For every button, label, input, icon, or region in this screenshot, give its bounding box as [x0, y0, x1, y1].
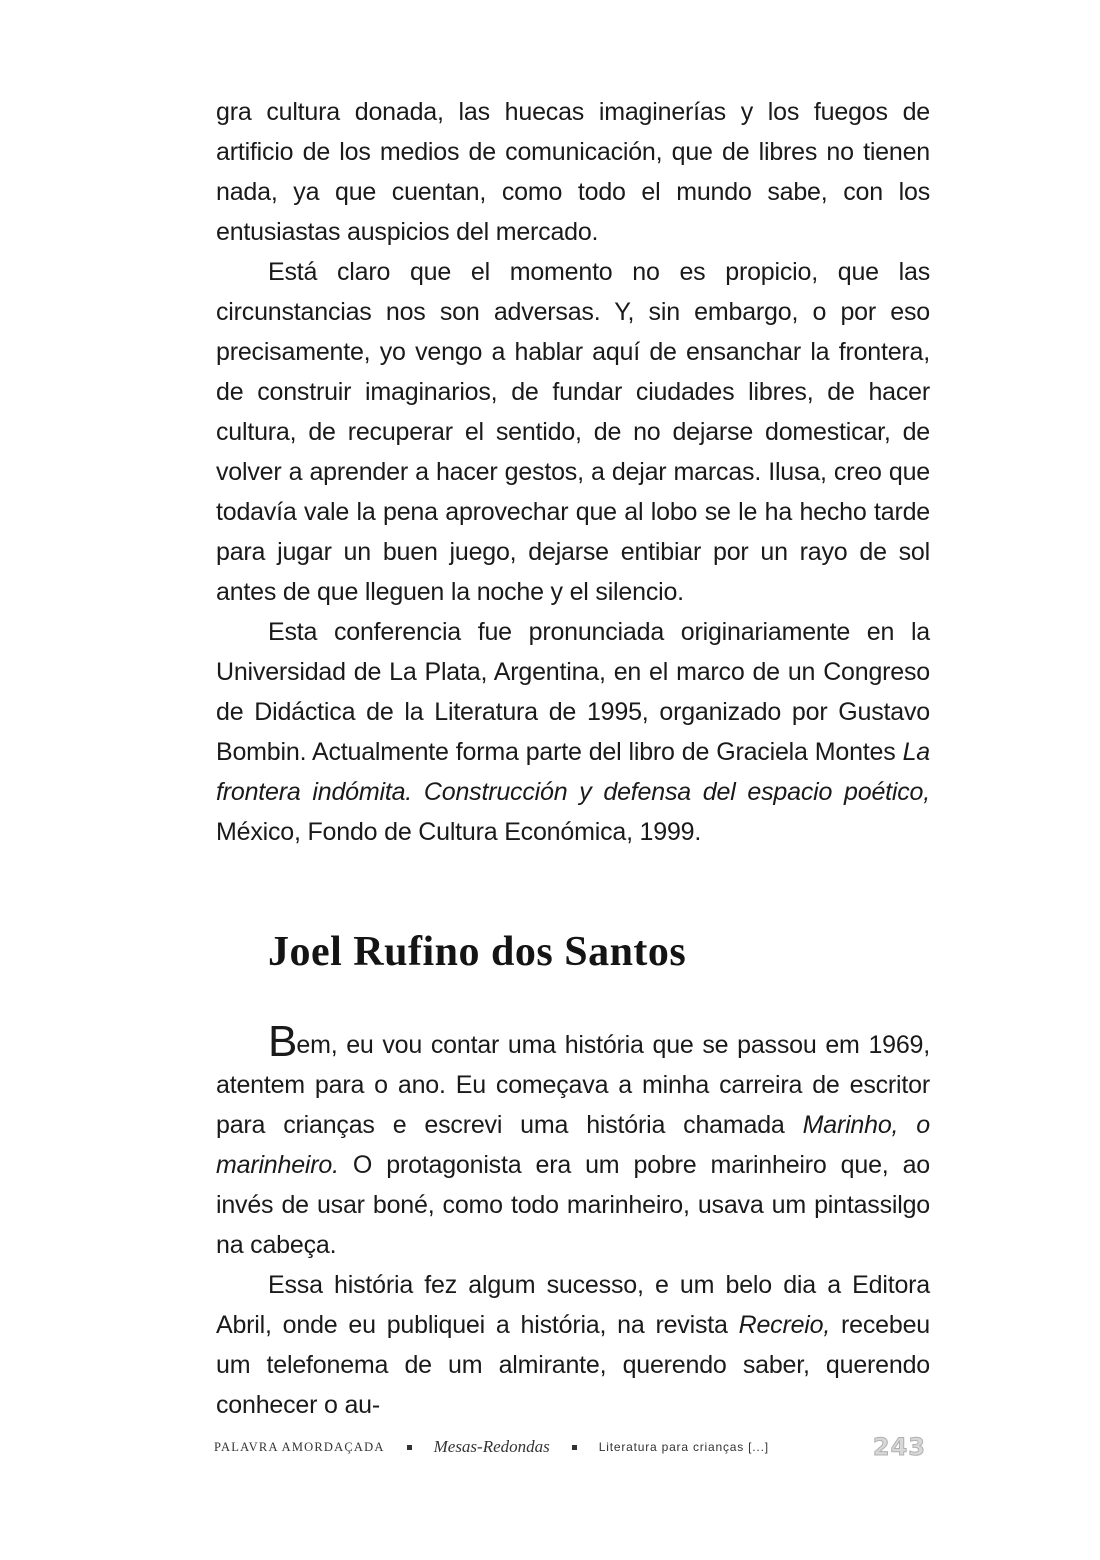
bullet-separator: [407, 1445, 412, 1450]
note-text-b: México, Fondo de Cultura Económica, 1999.: [216, 818, 702, 846]
book-title: La frontera indómita. Construcción y defensa del espacio poético,: [216, 738, 930, 806]
paragraph: Está claro que el momento no es propicio, que las circunstancias nos son adversas. Y, sin embargo, o por eso precisamente, yo vengo a hablar aquí de ensanchar la frontera, de construir imaginarios, de fundar ciudades libres, de hacer cultura, de recuperar el sentido, de no dejarse domesticar, de volver a aprender a hacer gestos, a dejar marcas. Ilusa, creo que todavía vale la pena aprovechar que al lobo se le ha hecho tarde para jugar un buen juego, dejarse entibiar por un rayo de sol antes de que lleguen la noche y el silencio.: [216, 258, 930, 606]
footer-section: Mesas-Redondas: [433, 1437, 550, 1456]
para-text-a: Essa história fez algum sucesso, e um belo dia a Editora Abril, onde eu publiquei a história, na revista: [216, 1271, 930, 1339]
note-text-a: Esta conferencia fue pronunciada originariamente en la Universidad de La Plata, Argentina, en el marco de un Congreso de Didáctica de la Literatura de 1995, organizado por Gustavo Bombin. Actualmente forma parte del libro de Graciela Montes: [216, 618, 930, 766]
page-footer: [214, 1432, 926, 1462]
paragraph-note: [216, 612, 930, 852]
opening-text-b: O protagonista era um pobre marinheiro que, ao invés de usar boné, como todo marinheiro, usava um pintassilgo na cabeça.: [216, 1151, 930, 1259]
paragraph-continuation: gra cultura donada, las huecas imaginerías y los fuegos de artificio de los medios de comunicación, que de libres no tienen nada, ya que cuentan, como todo el mundo sabe, con los entusiastas auspicios del mercado.: [216, 98, 930, 246]
magazine-title: Recreio,: [738, 1311, 831, 1339]
paragraph: [216, 1265, 930, 1425]
bullet-separator: [572, 1445, 577, 1450]
page-body: [216, 92, 930, 1425]
opening-text-a: em, eu vou contar uma história que se passou em 1969, atentem para o ano. Eu começava a minha carreira de escritor para crianças e escrevi uma história chamada: [216, 1031, 930, 1139]
section-heading: Joel Rufino dos Santos: [268, 929, 687, 975]
footer-chapter: Literatura para crianças [...]: [598, 1440, 769, 1454]
section-body: [216, 1017, 930, 1425]
page-number: 243: [872, 1433, 926, 1461]
paragraph-opening: [216, 1017, 930, 1265]
story-title: Marinho, o marinheiro.: [216, 1111, 930, 1179]
footer-book-title: PALAVRA AMORDAÇADA: [214, 1439, 385, 1454]
drop-cap: B: [268, 1017, 297, 1066]
para-text-b: recebeu um telefonema de um almirante, querendo saber, querendo conhecer o au-: [216, 1311, 930, 1419]
